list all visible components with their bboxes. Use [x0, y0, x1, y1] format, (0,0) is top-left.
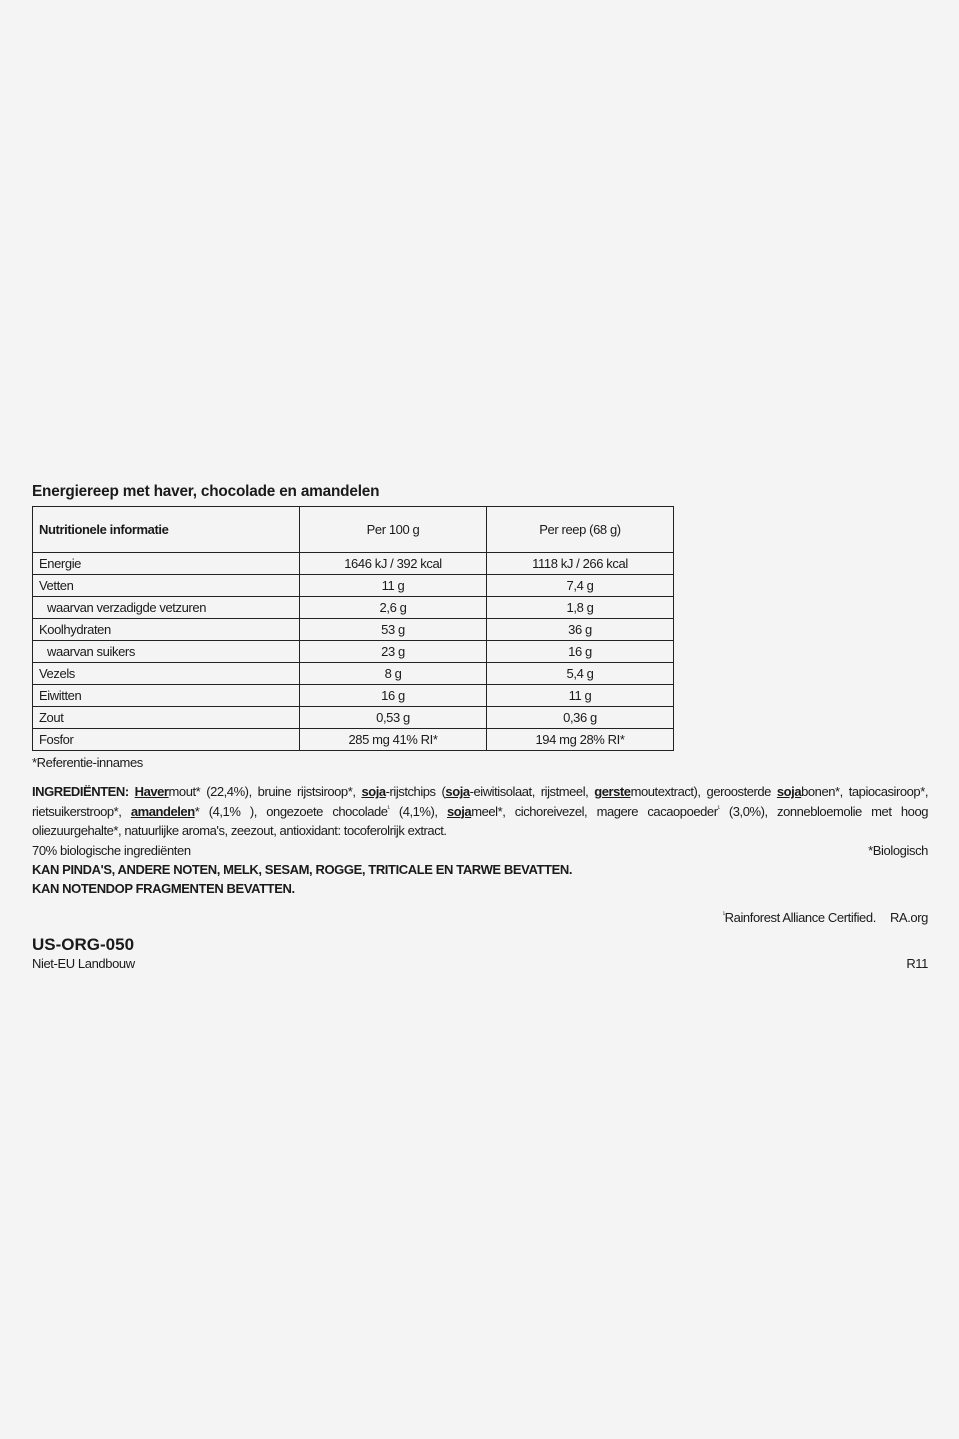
rainforest-text: Rainforest Alliance Certified. [724, 909, 876, 925]
nutrient-per-bar: 11 g [487, 685, 674, 707]
ingredients-text: (4,1%), [389, 803, 447, 819]
nutrition-label [32, 482, 928, 973]
nutrient-per-100g: 53 g [300, 619, 487, 641]
table-row [33, 729, 674, 751]
allergen-term: amandelen [130, 803, 195, 819]
allergen-term: soja [445, 784, 470, 799]
ingredients-text: * (4,1% ), ongezoete chocolade [194, 803, 388, 819]
table-row [33, 707, 674, 729]
table-row [33, 685, 674, 707]
cert-origin: Niet-EU Landbouw [32, 955, 135, 971]
table-row [33, 663, 674, 685]
organic-cert-code: US-ORG-050 [32, 934, 135, 954]
table-header-row [33, 507, 674, 553]
ingredients-text: mout* (22,4%), bruine rijstsiroop*, [168, 784, 362, 799]
nutrient-per-100g: 23 g [300, 641, 487, 663]
rainforest-certification [32, 908, 928, 927]
table-row [33, 553, 674, 575]
allergen-term: soja [776, 784, 802, 799]
ingredients-heading: INGREDIËNTEN: [32, 784, 135, 799]
ingredients-text: bonen*, tapiocasiroop*, rietsuikerstroop*, [32, 784, 928, 819]
batch-code: R11 [906, 955, 928, 971]
nutrient-per-bar: 194 mg 28% RI* [487, 729, 674, 751]
nutrient-name: Energie [33, 553, 300, 575]
nutrition-table [32, 506, 674, 751]
rainforest-sup: ¹ [722, 911, 725, 919]
nutrient-per-100g: 1646 kJ / 392 kcal [300, 553, 487, 575]
nutrient-per-100g: 0,53 g [300, 707, 487, 729]
ingredients-text: (3,0%), zonnebloemolie met hoog oliezuurgehalte*, natuurlijke aroma's, zeezout, antioxidant: tocoferolrijk extract. [32, 803, 929, 838]
nutrient-per-bar: 1,8 g [487, 597, 674, 619]
header-nutrient: Nutritionele informatie [33, 507, 300, 553]
nutrient-per-bar: 5,4 g [487, 663, 674, 685]
cert-bottom-row [32, 955, 928, 973]
allergen-warning-2: KAN NOTENDOP FRAGMENTEN BEVATTEN. [32, 880, 295, 896]
ingredients-text: moutextract), geroosterde [630, 784, 777, 799]
ingredients-text: ¹ [717, 805, 720, 813]
nutrient-per-100g: 2,6 g [300, 597, 487, 619]
ingredients-text: meel*, cichoreivezel, magere cacaopoeder [471, 803, 718, 819]
allergen-term: soja [446, 803, 472, 819]
nutrient-per-bar: 0,36 g [487, 707, 674, 729]
nutrient-per-bar: 1118 kJ / 266 kcal [487, 553, 674, 575]
nutrient-per-100g: 16 g [300, 685, 487, 707]
ingredients-text: -rijstchips ( [385, 784, 446, 799]
allergen-term: soja [361, 784, 386, 799]
allergen-term: gerste [594, 784, 631, 799]
nutrition-body [33, 553, 674, 751]
table-row [33, 641, 674, 663]
nutrient-name: Eiwitten [33, 685, 300, 707]
table-row [33, 597, 674, 619]
allergen-warning-1: KAN PINDA'S, ANDERE NOTEN, MELK, SESAM, ROGGE, TRITICALE EN TARWE BEVATTEN. [32, 861, 573, 877]
footnote-reference-intake: *Referentie-innames [32, 755, 143, 770]
organic-note: *Biologisch [868, 842, 928, 858]
nutrient-per-bar: 16 g [487, 641, 674, 663]
header-per-bar: Per reep (68 g) [487, 507, 674, 553]
organic-percent: 70% biologische ingrediënten [32, 842, 191, 858]
nutrient-name: Fosfor [33, 729, 300, 751]
nutrient-per-100g: 285 mg 41% RI* [300, 729, 487, 751]
ingredients-text: ¹ [387, 805, 390, 813]
header-per-100g: Per 100 g [300, 507, 487, 553]
rainforest-url: RA.org [889, 909, 928, 925]
ingredients-text: -eiwitisolaat, rijstmeel, [469, 784, 595, 799]
nutrient-per-bar: 36 g [487, 619, 674, 641]
nutrient-name: Vetten [33, 575, 300, 597]
table-row [33, 575, 674, 597]
nutrient-per-100g: 11 g [300, 575, 487, 597]
product-title: Energiereep met haver, chocolade en amandelen [32, 483, 380, 500]
organic-row [32, 841, 928, 860]
nutrient-per-bar: 7,4 g [487, 575, 674, 597]
nutrient-name: waarvan suikers [33, 641, 300, 663]
table-row [33, 619, 674, 641]
nutrient-name: Koolhydraten [33, 619, 300, 641]
nutrient-per-100g: 8 g [300, 663, 487, 685]
nutrient-name: Vezels [33, 663, 300, 685]
nutrient-name: waarvan verzadigde vetzuren [33, 597, 300, 619]
allergen-term: Haver [134, 784, 169, 799]
ingredients-list [32, 782, 928, 841]
nutrient-name: Zout [33, 707, 300, 729]
